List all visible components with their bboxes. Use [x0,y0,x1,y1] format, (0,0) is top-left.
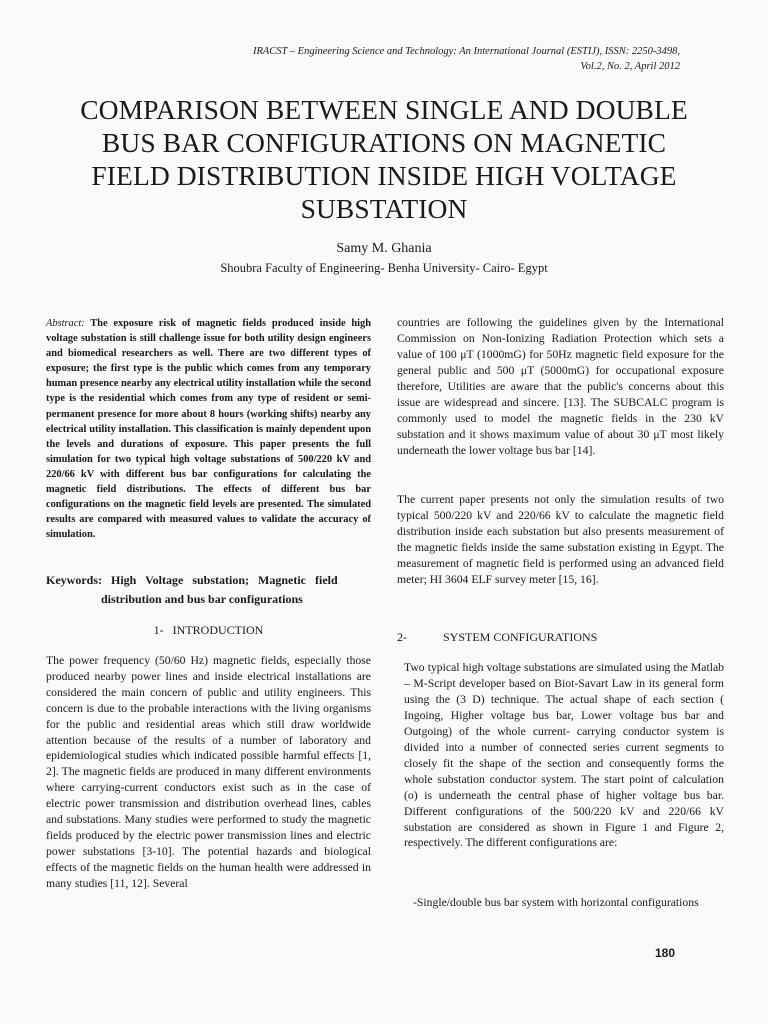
section-1-heading: 1- INTRODUCTION [153,623,264,637]
introduction-paragraph: The power frequency (50/60 Hz) magnetic fields, especially those produced nearby power lines and inside electrical installations are considered the main concern of public and utility engineers. This concern is due to the probable interactions with the living organisms for the public and residential areas which still draw worldwide attention because of the results of a number of laboratory and epidemiological studies which indicated possible harmful effects [1, 2]. The magnetic fields are produced in many different environments where carrying-current conductors exist such as in the case of electric power transmission and distribution overhead lines, cables and substations. Many studies were performed to study the magnetic fields produced by the electric power transmission lines and electric power substations [3-10]. The potential hazards and biological effects of the magnetic fields on the human health were addressed in many studies [11, 12]. Several [46,654,371,890]
right-column-paragraph-2: The current paper presents not only the simulation results of two typical 500/220 kV and 220/66 kV to calculate the magnetic field distribution inside each substation but also presents measurement of the magnetic fields inside the same substation existing in Egypt. The measurement of magnetic field is performed using an advanced field meter; HI 3604 ELF survey meter [15, 16]. [397,493,724,586]
journal-header-line1: IRACST – Engineering Science and Technology: An International Journal (ESTIJ), ISSN: 2250-3498, [252,46,680,57]
paper-title: COMPARISON BETWEEN SINGLE AND DOUBLE BUS BAR CONFIGURATIONS ON MAGNETIC FIELD DISTRIBUTION INSIDE HIGH VOLTAGE SUBSTATION [80,94,688,224]
abstract-label: Abstract: [46,318,85,329]
system-configurations-paragraph: Two typical high voltage substations are simulated using the Matlab – M-Script developer based on Biot-Savart Law in its general form using the (3 D) technique. The actual shape of each section ( Ingoing, Higher voltage bus bar, Lower voltage bus bar and Outgoing) of the whole current- carrying conductor system is divided into a number of connected series current segments to closely fit the shape of the section and consequently forms the whole substation conductor system. The start point of calculation (o) is underneath the central phase of higher voltage bus bar. Different configurations of the 500/220 kV and 220/66 kV substation are considered as shown in Figure 1 and Figure 2, respectively. The different configurations are: [404,661,724,850]
section-2-number: 2- [397,630,407,644]
keywords-line2: distribution and bus bar configurations [101,592,303,606]
right-column-paragraph-1: countries are following the guidelines given by the International Commission on Non-Ionizing Radiation Protection which sets a value of 100 μT (1000mG) for 50Hz magnetic field exposure for the general public and 500 μT (5000mG) for occupational exposure therefore, Utilities are aware that the public's concerns about this issue are widespread and sincere. [13]. The SUBCALC program is commonly used to model the magnetic fields in the 230 kV substation and it shows maximum value of about 30 μT most likely underneath the lower voltage bus bar [14]. [397,316,724,457]
page-number: 180 [655,946,676,960]
section-2-heading [397,630,597,645]
keywords-line1: Keywords: High Voltage substation; Magnetic field [46,573,338,587]
section-2-title: SYSTEM CONFIGURATIONS [443,630,598,644]
author-affiliation: Shoubra Faculty of Engineering- Benha University- Cairo- Egypt [220,261,548,275]
keywords [46,571,371,609]
abstract [46,316,371,542]
configuration-list-item: -Single/double bus bar system with horizontal configurations [413,896,699,909]
journal-header [120,44,680,74]
author-name: Samy M. Ghania [336,241,432,256]
journal-header-line2: Vol.2, No. 2, April 2012 [580,61,680,72]
abstract-text: The exposure risk of magnetic fields produced inside high voltage substation is still challenge issue for both utility design engineers and biomedical researchers as well. There are two different types of exposure; the first type is the public which comes from any temporary human presence nearby any electrical utility installation while the second type is the residential which comes from any type of resident or semi-permanent presence for more about 8 hours (working shifts) nearby any electrical utility installation. This classification is mainly dependent upon the levels and durations of exposure. This paper presents the full simulation for two typical high voltage substations of 500/220 kV and 220/66 kV with different bus bar configurations for calculating the magnetic field distributions. The effects of different bus bar configurations on the magnetic field levels are presented. The simulated results are compared with measured values to validate the accuracy of simulation. [46,318,371,541]
